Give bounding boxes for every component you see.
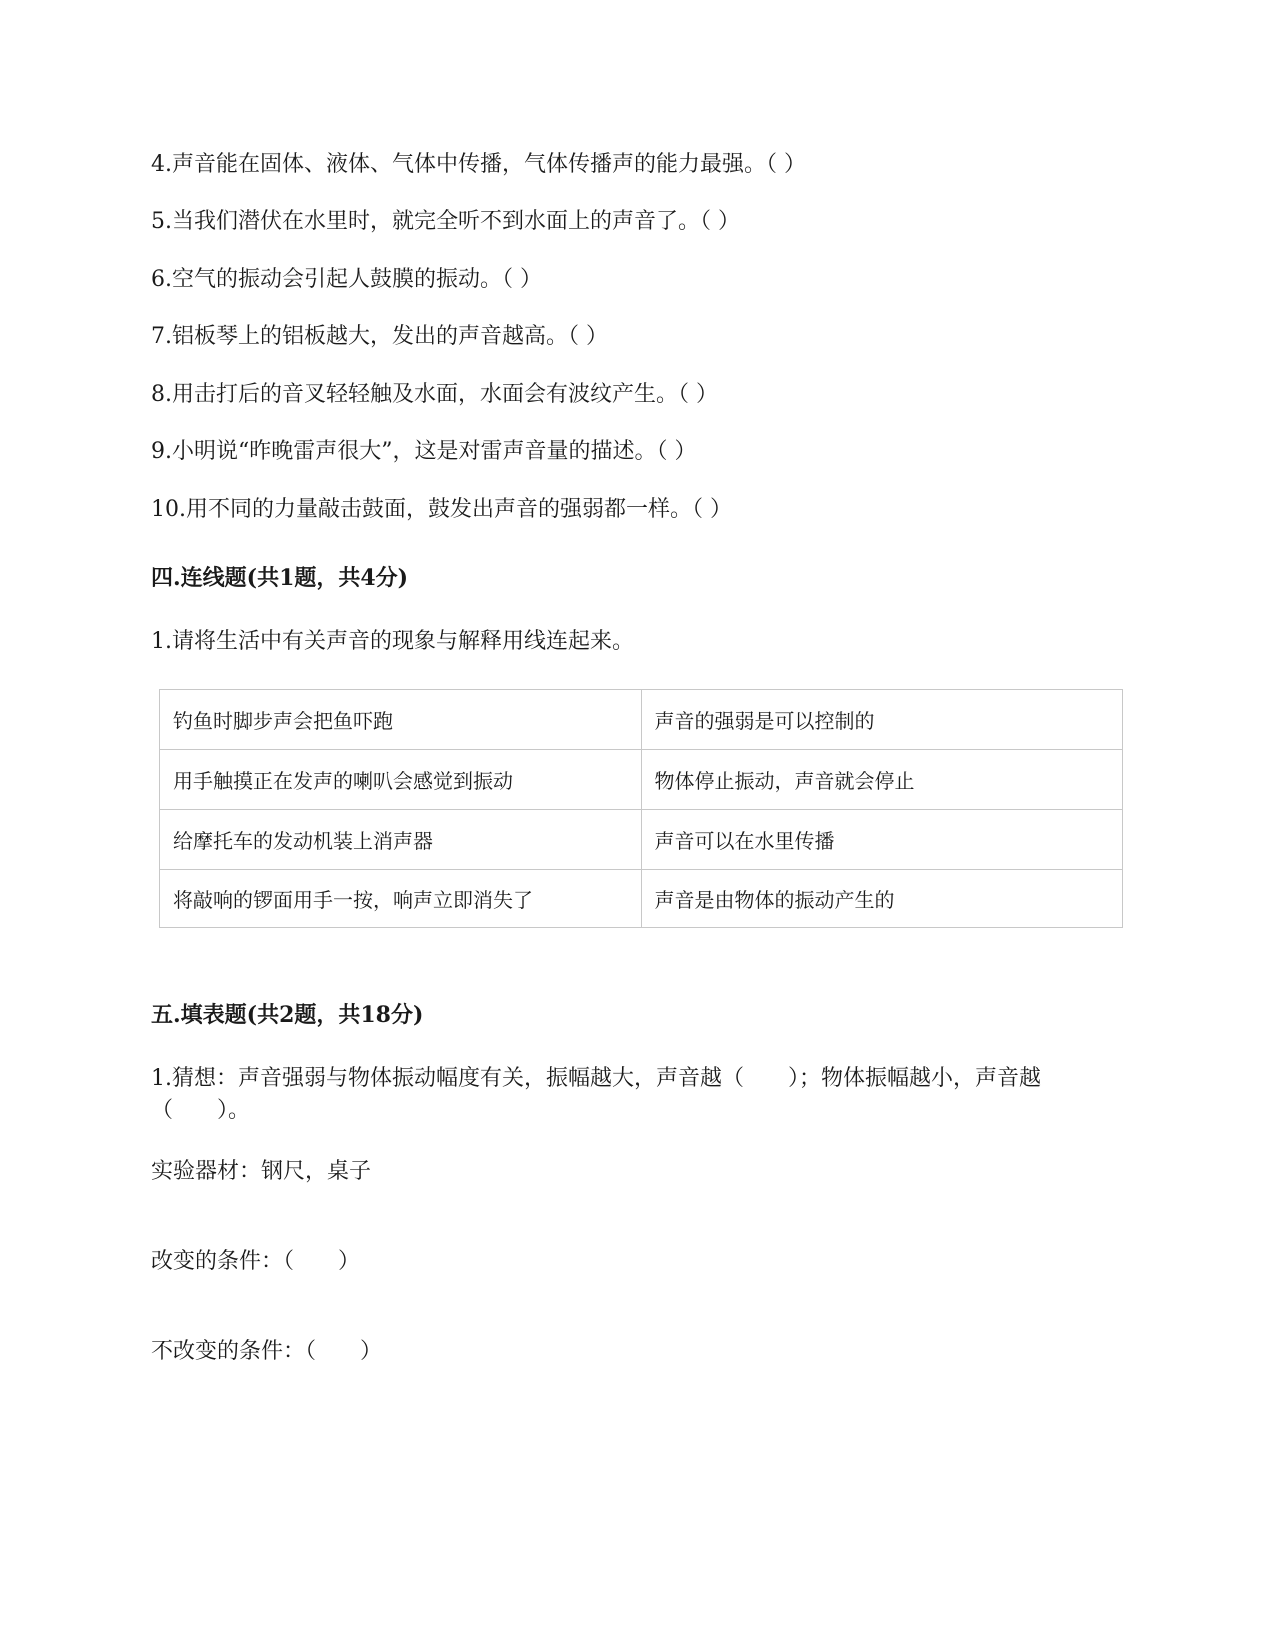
table-row bbox=[160, 690, 1123, 750]
judgment-item-7: 7.铝板琴上的铝板越大，发出的声音越高。（ ） bbox=[151, 324, 608, 349]
phenomenon-cell: 用手触摸正在发声的喇叭会感觉到振动 bbox=[160, 750, 642, 810]
judgment-item-4: 4.声音能在固体、液体、气体中传播，气体传播声的能力最强。（ ） bbox=[151, 152, 806, 177]
table-row bbox=[160, 750, 1123, 810]
matching-table bbox=[159, 689, 1123, 928]
judgment-item-6: 6.空气的振动会引起人鼓膜的振动。（ ） bbox=[151, 267, 542, 292]
judgment-item-8: 8.用击打后的音叉轻轻触及水面，水面会有波纹产生。（ ） bbox=[151, 382, 718, 407]
phenomenon-cell: 将敲响的锣面用手一按，响声立即消失了 bbox=[160, 870, 642, 928]
judgment-item-9: 9.小明说“昨晚雷声很大”，这是对雷声音量的描述。（ ） bbox=[151, 439, 697, 464]
phenomenon-cell: 钓鱼时脚步声会把鱼吓跑 bbox=[160, 690, 642, 750]
explanation-cell: 声音可以在水里传播 bbox=[641, 810, 1123, 870]
explanation-cell: 物体停止振动，声音就会停止 bbox=[641, 750, 1123, 810]
section-heading-matching: 四.连线题(共1题，共4分) bbox=[151, 565, 409, 591]
changed-condition: 改变的条件：（ ） bbox=[151, 1249, 361, 1274]
explanation-cell: 声音的强弱是可以控制的 bbox=[641, 690, 1123, 750]
section-heading-fill-table: 五.填表题(共2题，共18分) bbox=[151, 1002, 424, 1028]
hypothesis-question: 1.猜想：声音强弱与物体振动幅度有关，振幅越大，声音越（ ）；物体振幅越小，声音越（ ）。 bbox=[151, 1066, 1041, 1123]
phenomenon-cell: 给摩托车的发动机装上消声器 bbox=[160, 810, 642, 870]
judgment-item-5: 5.当我们潜伏在水里时，就完全听不到水面上的声音了。（ ） bbox=[151, 209, 740, 234]
table-row bbox=[160, 810, 1123, 870]
matching-question: 1.请将生活中有关声音的现象与解释用线连起来。 bbox=[151, 629, 634, 654]
explanation-cell: 声音是由物体的振动产生的 bbox=[641, 870, 1123, 928]
table-row bbox=[160, 870, 1123, 928]
unchanged-condition: 不改变的条件：（ ） bbox=[151, 1339, 383, 1364]
judgment-item-10: 10.用不同的力量敲击鼓面，鼓发出声音的强弱都一样。（ ） bbox=[151, 497, 732, 522]
experiment-materials: 实验器材：钢尺，桌子 bbox=[151, 1159, 372, 1184]
